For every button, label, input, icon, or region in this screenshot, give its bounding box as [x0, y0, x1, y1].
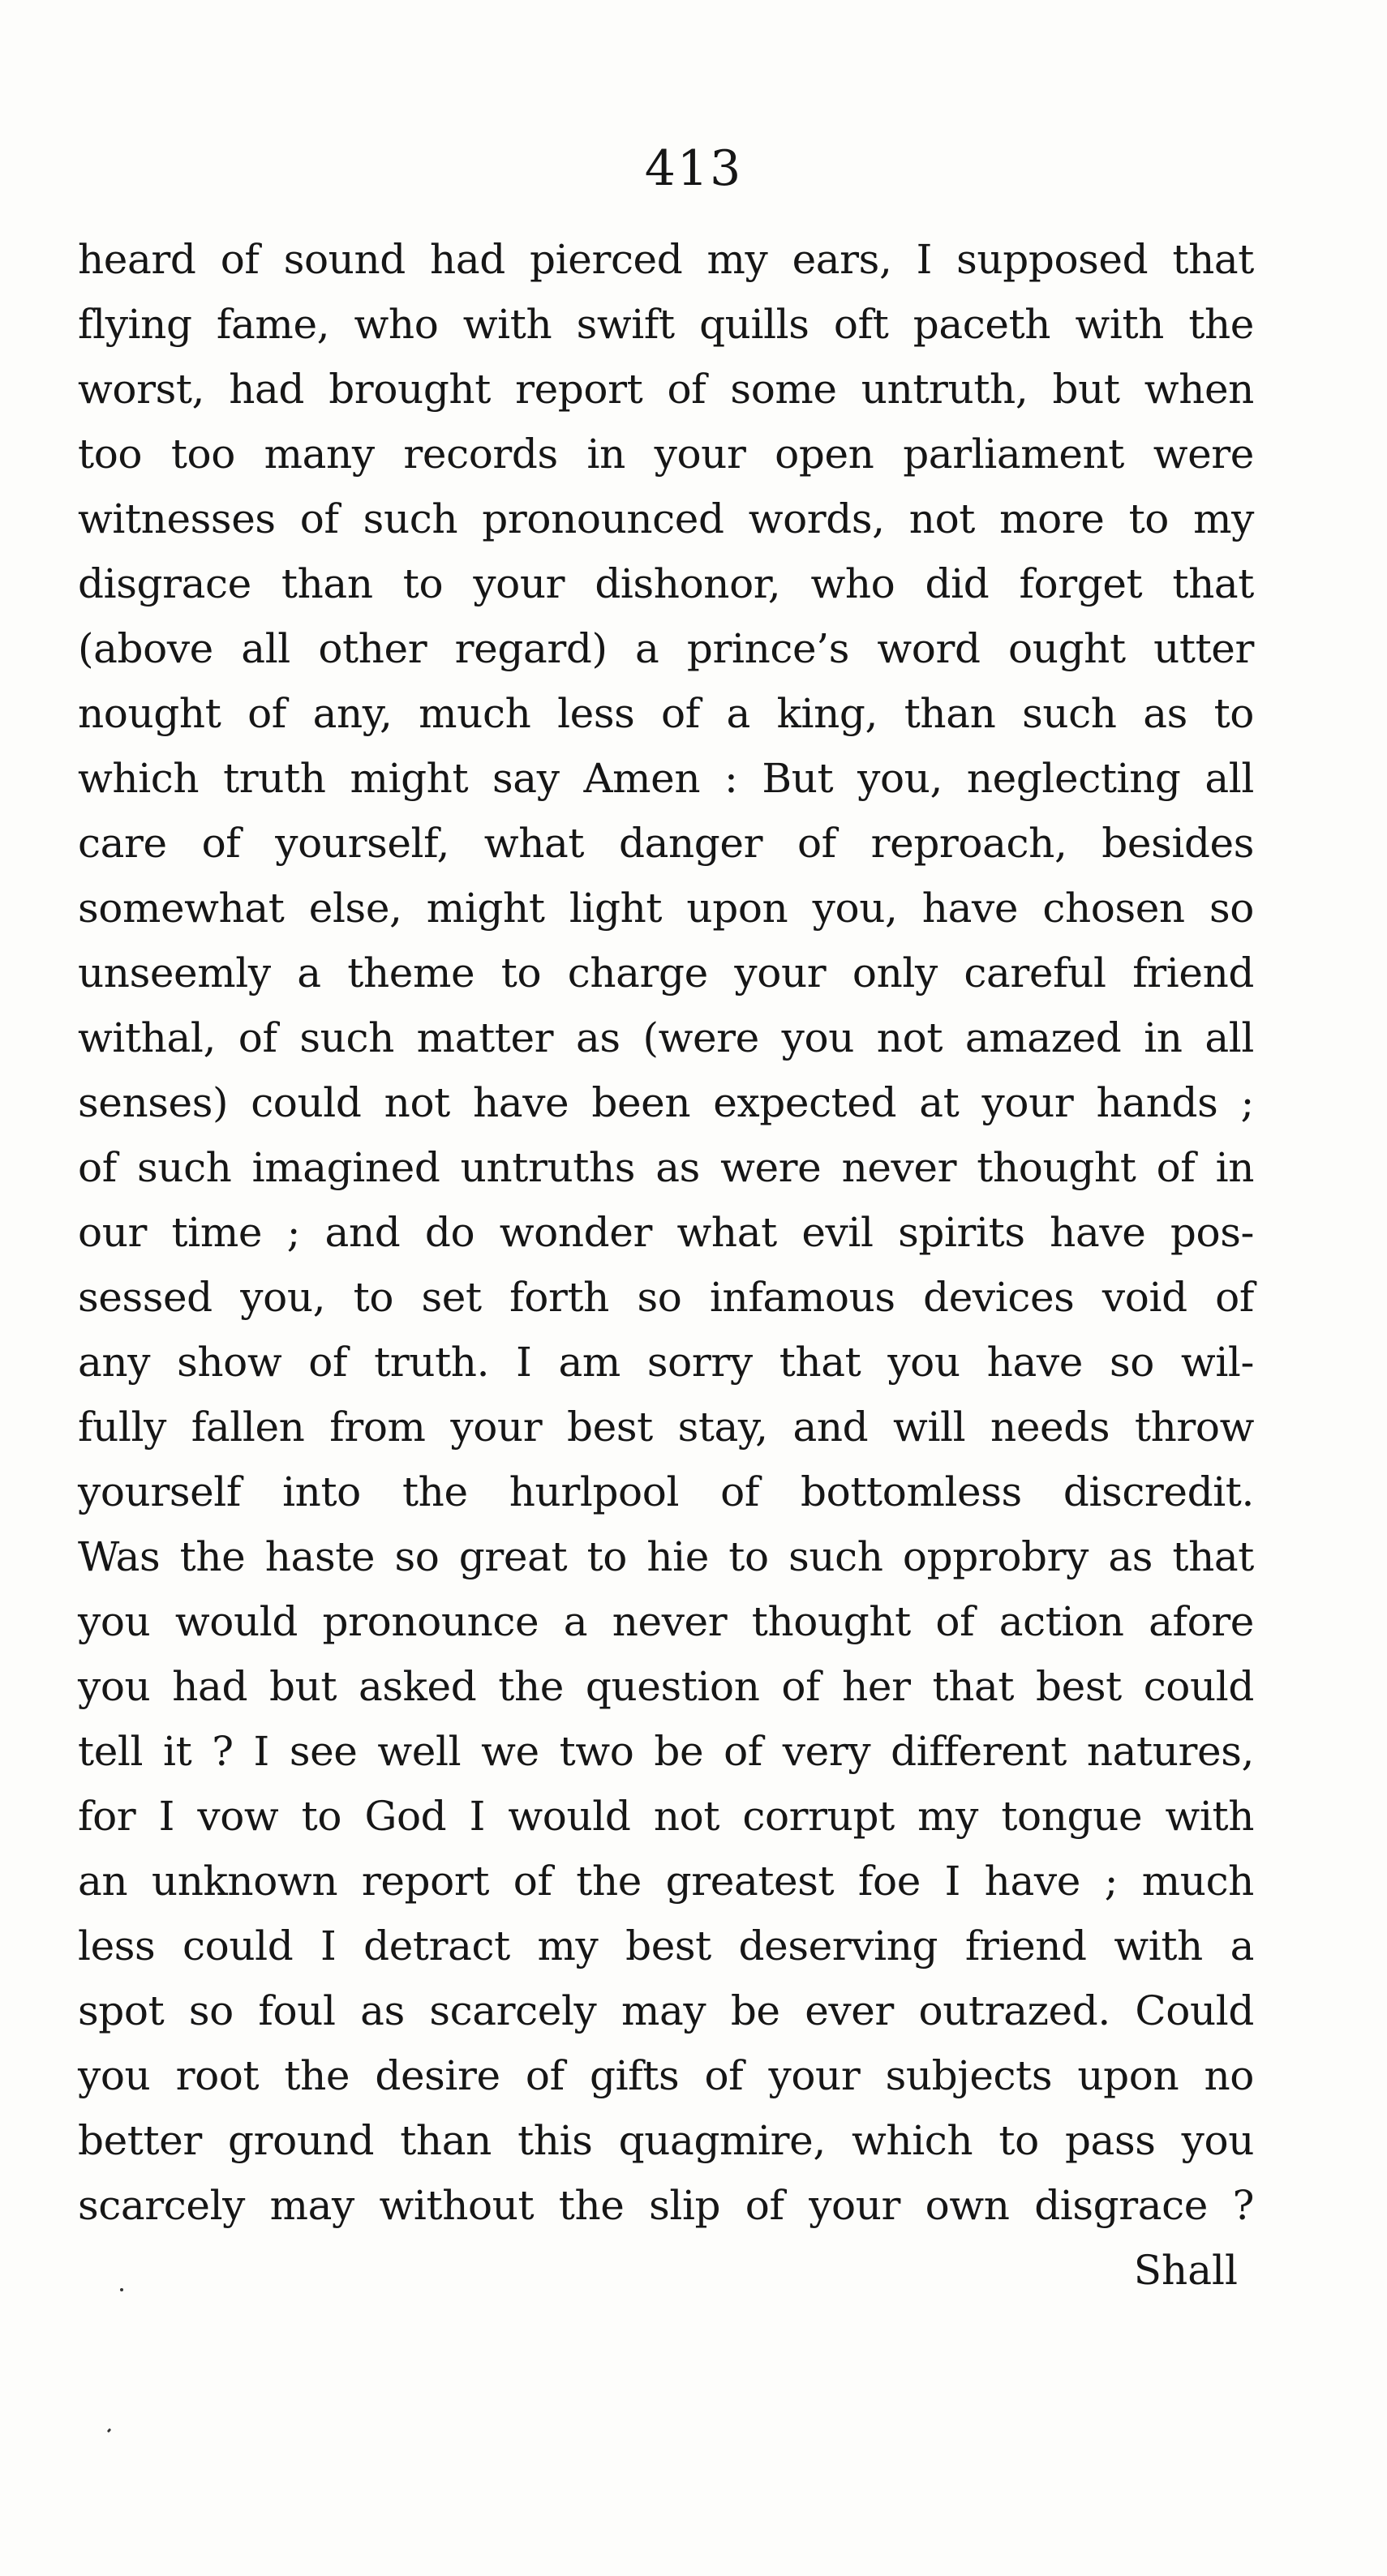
text-line: fully fallen from your best stay, and will needs throw — [78, 1404, 1254, 1451]
text-line: witnesses of such pronounced words, not more to my — [78, 495, 1254, 542]
text-line: you had but asked the question of her that best could — [78, 1663, 1254, 1710]
text-line: tell it ? I see well we two be of very different natures, — [78, 1728, 1254, 1775]
text-line: (above all other regard) a prince’s word ought utter — [78, 625, 1254, 672]
ink-speck — [120, 2288, 123, 2291]
text-line: our time ; and do wonder what evil spirits have pos- — [78, 1209, 1254, 1256]
text-line: you root the desire of gifts of your subjects upon no — [78, 2052, 1254, 2099]
catchword: Shall — [1133, 2247, 1238, 2294]
ink-speck — [107, 2428, 112, 2433]
text-line: worst, had brought report of some untruth, but when — [78, 366, 1254, 413]
text-line: for I vow to God I would not corrupt my tongue with — [78, 1793, 1254, 1840]
text-line: somewhat else, might light upon you, have chosen so — [78, 885, 1254, 932]
text-line: any show of truth. I am sorry that you have so wil- — [78, 1339, 1254, 1386]
page-number: 413 — [644, 140, 743, 197]
text-line: too too many records in your open parliament were — [78, 431, 1254, 478]
text-line: scarcely may without the slip of your own disgrace ? — [78, 2182, 1254, 2229]
text-line: you would pronounce a never thought of action afore — [78, 1598, 1254, 1645]
text-line: spot so foul as scarcely may be ever outrazed. Could — [78, 1987, 1254, 2034]
text-line: unseemly a theme to charge your only careful friend — [78, 949, 1254, 997]
text-line: disgrace than to your dishonor, who did forget that — [78, 560, 1254, 607]
text-line: yourself into the hurlpool of bottomless discredit. — [78, 1468, 1254, 1515]
text-line: less could I detract my best deserving friend with a — [78, 1922, 1254, 1970]
text-line: which truth might say Amen : But you, neglecting all — [78, 755, 1254, 802]
text-line: senses) could not have been expected at your hands ; — [78, 1079, 1254, 1126]
text-line: heard of sound had pierced my ears, I supposed that — [78, 236, 1254, 283]
text-line: an unknown report of the greatest foe I have ; much — [78, 1858, 1254, 1905]
text-line: better ground than this quagmire, which to pass you — [78, 2117, 1254, 2164]
text-body — [78, 227, 1254, 2303]
text-line: Was the haste so great to hie to such opprobry as that — [78, 1533, 1254, 1580]
text-line: withal, of such matter as (were you not amazed in all — [78, 1014, 1254, 1061]
text-line: flying fame, who with swift quills oft paceth with the — [78, 301, 1254, 348]
text-line: sessed you, to set forth so infamous devices void of — [78, 1274, 1254, 1321]
text-line: nought of any, much less of a king, than such as to — [78, 690, 1254, 737]
text-line: care of yourself, what danger of reproach, besides — [78, 820, 1254, 867]
text-line: of such imagined untruths as were never thought of in — [78, 1144, 1254, 1191]
